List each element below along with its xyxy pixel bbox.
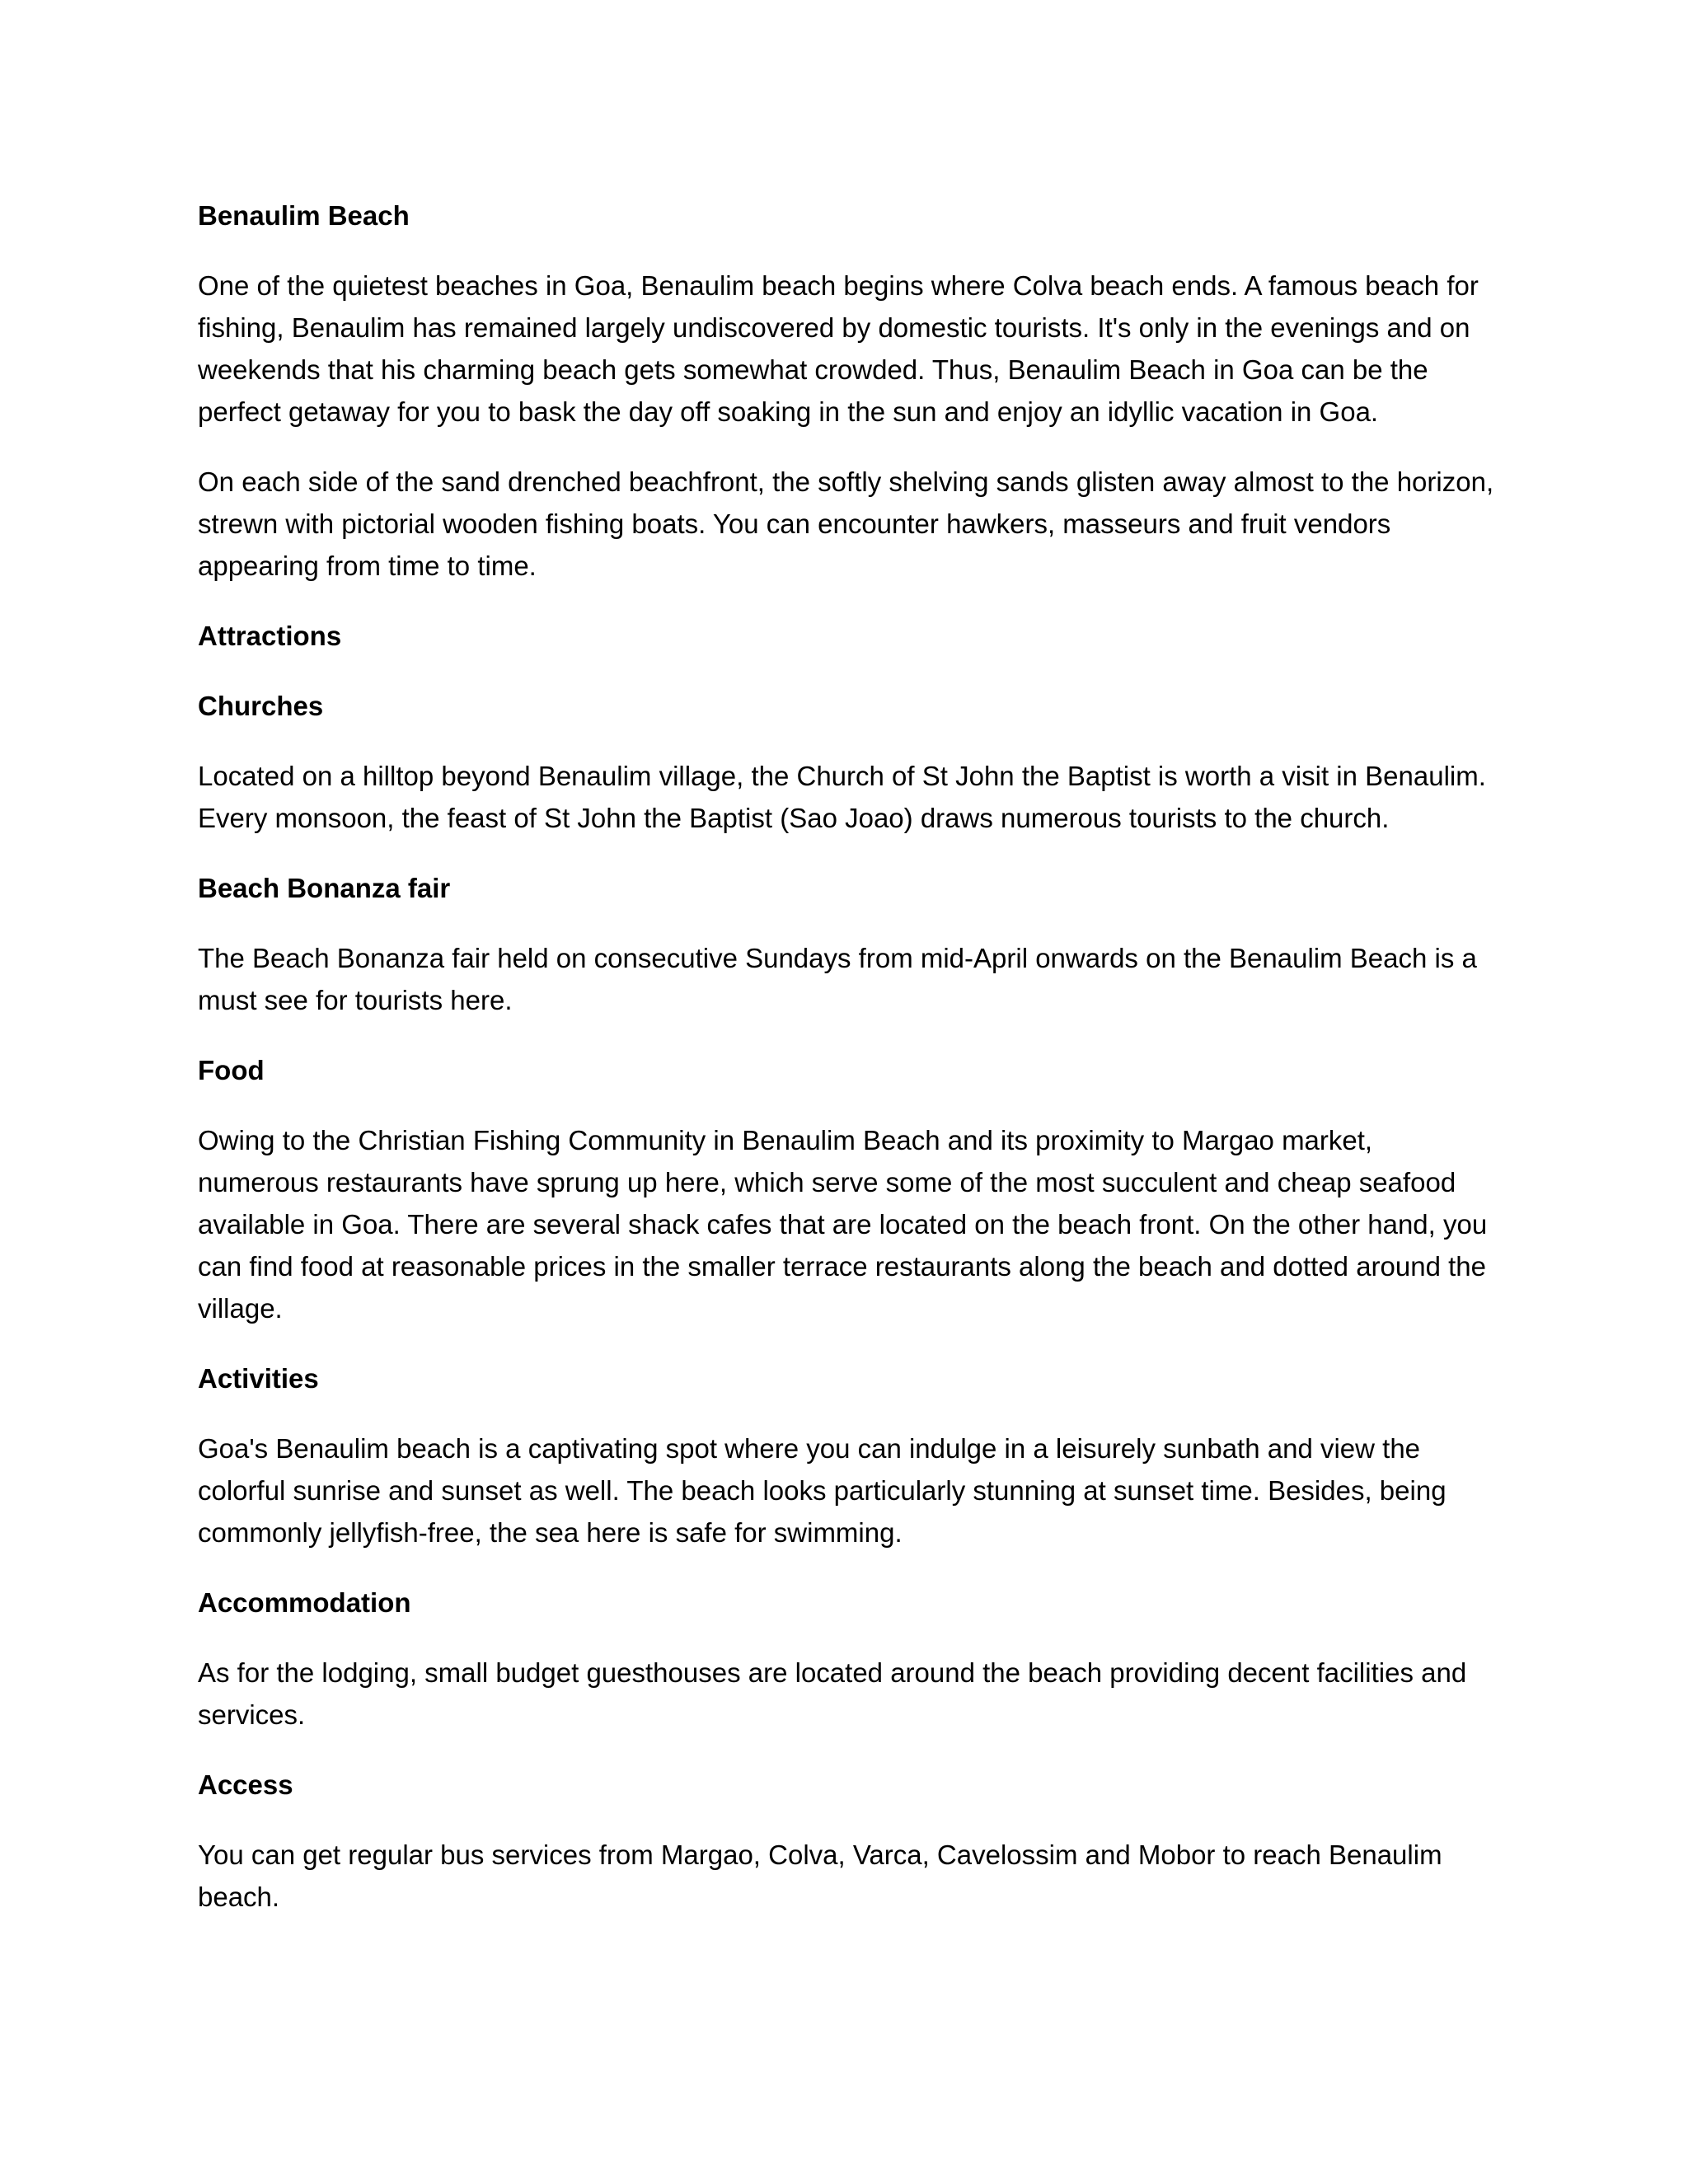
food-paragraph: Owing to the Christian Fishing Community in Benaulim Beach and its proximity to Margao market, numerous restaurants have sprung up here, which serve some of the most succulent and cheap seafood available in Goa. There are several shack cafes that are located on the beach front. On the other hand, you can find food at reasonable prices in the smaller terrace restaurants along the beach and dotted around the village.: [198, 1125, 1488, 1324]
churches-heading: Churches: [198, 691, 324, 721]
access-heading: Access: [198, 1769, 293, 1800]
activities-heading: Activities: [198, 1363, 319, 1394]
attractions-heading: Attractions: [198, 621, 342, 651]
document-body: [198, 194, 1500, 1946]
document-title: Benaulim Beach: [198, 200, 410, 231]
activities-paragraph: Goa's Benaulim beach is a captivating spot where you can indulge in a leisurely sunbath and view the colorful sunrise and sunset as well. The beach looks particularly stunning at sunset time. Besides, being commonly jellyfish-free, the sea here is safe for swimming.: [198, 1433, 1447, 1548]
intro-paragraph-1: One of the quietest beaches in Goa, Benaulim beach begins where Colva beach ends. A famous beach for fishing, Benaulim has remained largely undiscovered by domestic tourists. It's only in the evenings and on weekends that his charming beach gets somewhat crowded. Thus, Benaulim Beach in Goa can be the perfect getaway for you to bask the day off soaking in the sun and enjoy an idyllic vacation in Goa.: [198, 270, 1479, 427]
food-heading: Food: [198, 1055, 265, 1085]
bonanza-heading: Beach Bonanza fair: [198, 873, 451, 903]
churches-paragraph: Located on a hilltop beyond Benaulim village, the Church of St John the Baptist is worth a visit in Benaulim. Every monsoon, the feast of St John the Baptist (Sao Joao) draws numerous tourists to the church.: [198, 761, 1486, 833]
accommodation-paragraph: As for the lodging, small budget guesthouses are located around the beach providing decent facilities and services.: [198, 1657, 1467, 1730]
accommodation-heading: Accommodation: [198, 1587, 411, 1618]
bonanza-paragraph: The Beach Bonanza fair held on consecutive Sundays from mid-April onwards on the Benaulim Beach is a must see for tourists here.: [198, 943, 1477, 1015]
access-paragraph: You can get regular bus services from Margao, Colva, Varca, Cavelossim and Mobor to reach Benaulim beach.: [198, 1840, 1442, 1912]
intro-paragraph-2: On each side of the sand drenched beachfront, the softly shelving sands glisten away almost to the horizon, strewn with pictorial wooden fishing boats. You can encounter hawkers, masseurs and fruit vendors appearing from time to time.: [198, 466, 1494, 581]
